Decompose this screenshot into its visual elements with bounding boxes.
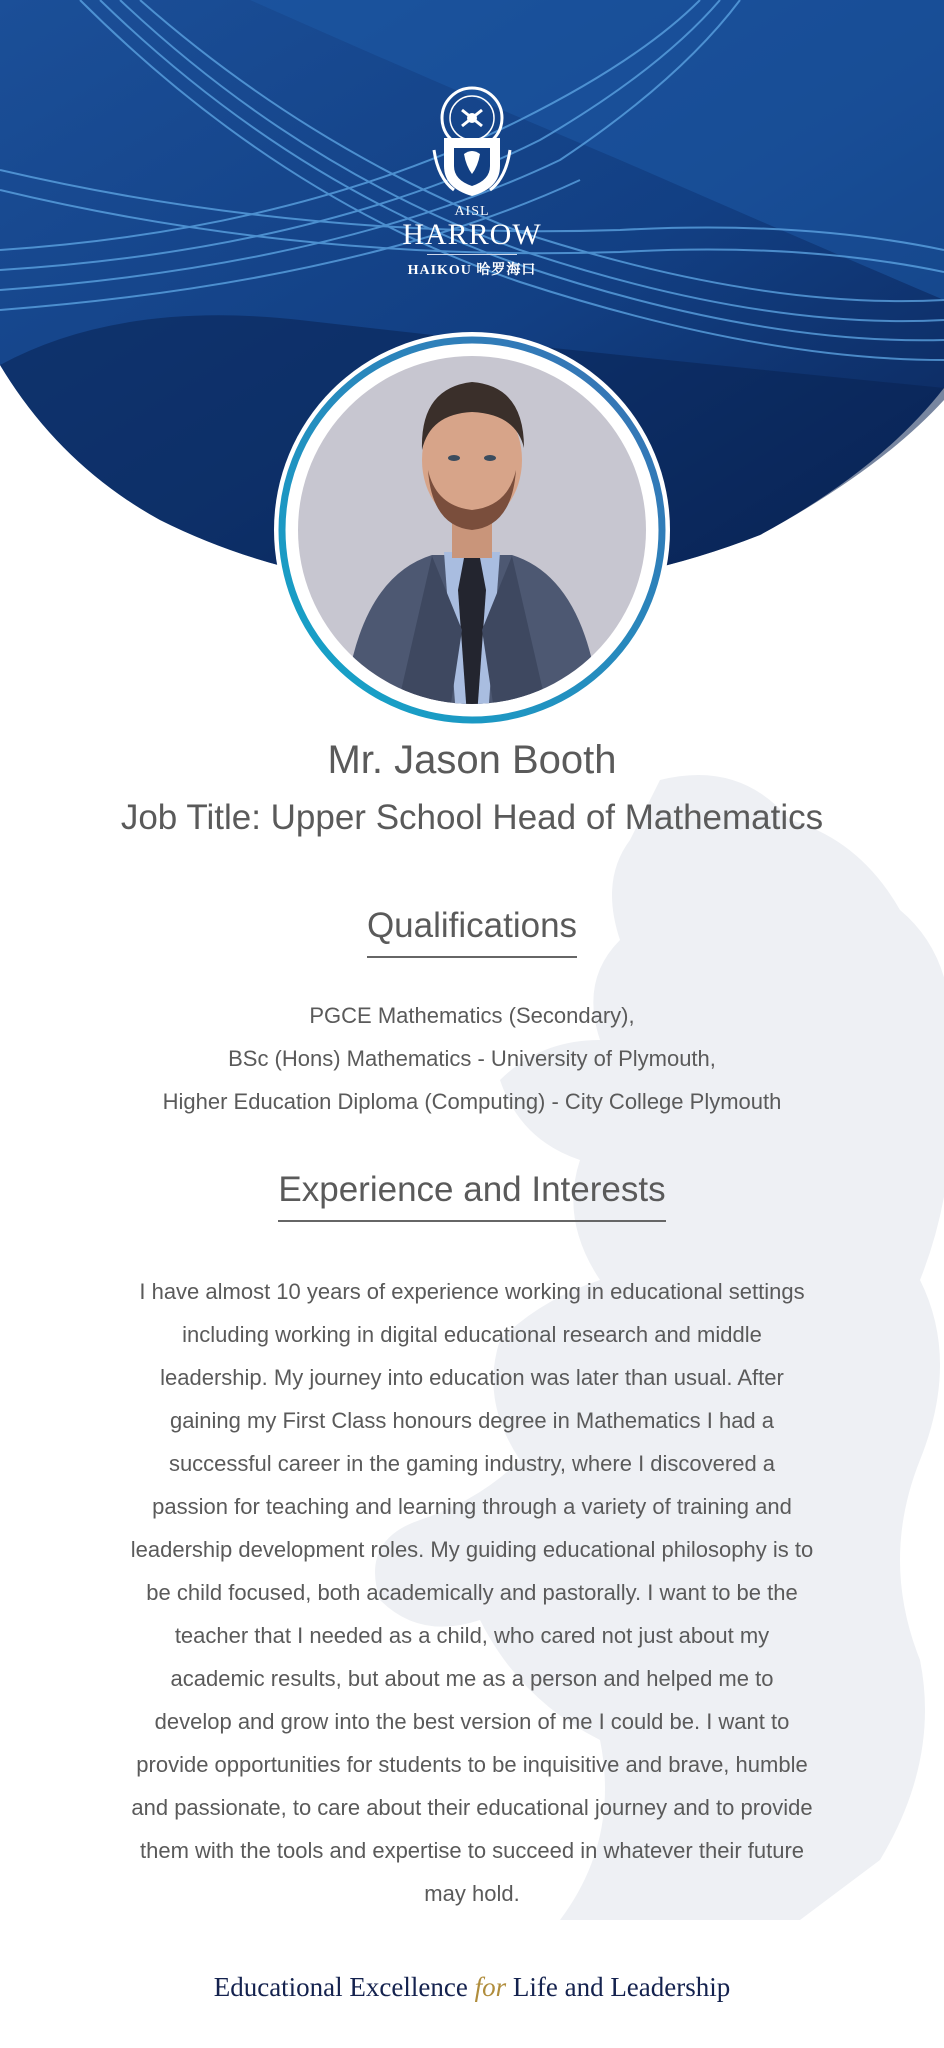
- tagline-end: Life and Leadership: [512, 1972, 731, 2002]
- logo-aisl: AISL: [454, 204, 490, 219]
- crest-icon: [424, 78, 520, 198]
- portrait-photo: [272, 330, 672, 730]
- qualifications-heading: [0, 906, 944, 958]
- school-logo: [392, 78, 552, 284]
- tagline-accent: for: [474, 1972, 507, 2002]
- qualifications-heading-text: Qualifications: [367, 906, 577, 958]
- qualification-item: PGCE Mathematics (Secondary),: [309, 1003, 635, 1028]
- qualification-item: Higher Education Diploma (Computing) - City College Plymouth: [162, 1089, 782, 1114]
- school-tagline: [0, 1972, 944, 2003]
- logo-name: HARROW: [402, 218, 542, 251]
- experience-heading-text: Experience and Interests: [278, 1170, 665, 1222]
- logo-divider: [427, 254, 517, 255]
- experience-heading: [0, 1170, 944, 1222]
- qualification-item: BSc (Hons) Mathematics - University of Plymouth,: [228, 1046, 716, 1071]
- teacher-name: Mr. Jason Booth: [327, 738, 617, 782]
- portrait-frame: [272, 330, 672, 730]
- qualifications-list: [0, 994, 944, 1123]
- logo-location: HAIKOU 哈罗海口: [407, 263, 537, 278]
- experience-body: I have almost 10 years of experience working in educational settings including working in digital educational research and middle leadership. My journey into education was later than usual. After gaining my First Class honours degree in Mathematics I had a successful career in the gaming industry, where I discovered a passion for teaching and learning through a variety of training and leadership development roles. My guiding educational philosophy is to be child focused, both academically and pastorally. I want to be the teacher that I needed as a child, who cared not just about my academic results, but about me as a person and helped me to develop and grow into the best version of me I could be. I want to provide opportunities for students to be inquisitive and brave, humble and passionate, to care about their educational journey and to provide them with the tools and expertise to succeed in whatever their future may hold.: [130, 1279, 814, 1906]
- job-title: Job Title: Upper School Head of Mathematics: [120, 798, 824, 837]
- tagline-start: Educational Excellence: [213, 1972, 468, 2002]
